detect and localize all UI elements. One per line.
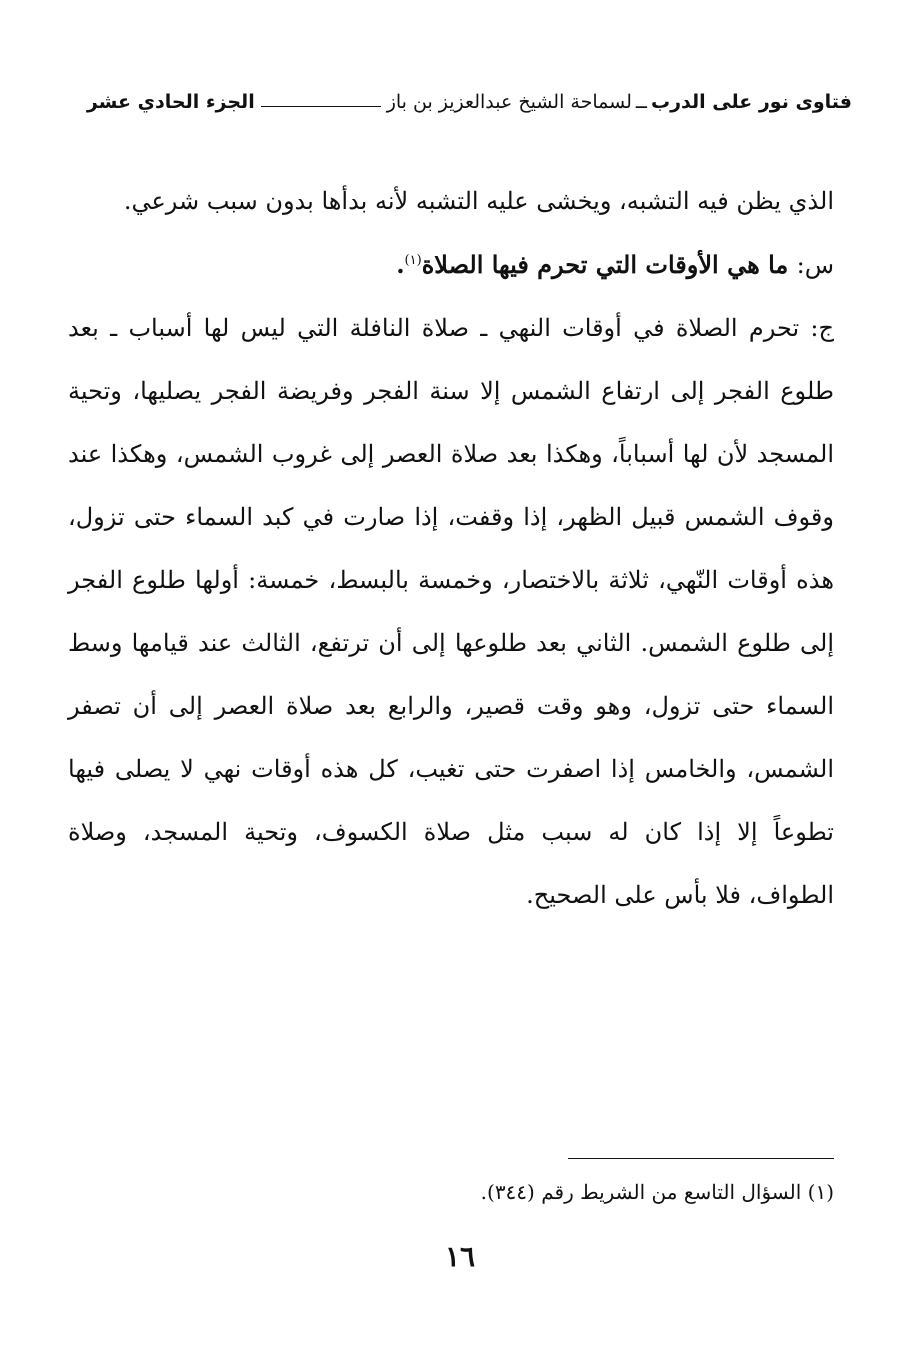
question-label: س:: [796, 251, 834, 279]
header-separator: ــ: [635, 91, 647, 113]
question-paragraph: [68, 233, 834, 297]
running-header: [68, 84, 852, 120]
page-number: ١٦: [444, 1240, 476, 1273]
main-text: [68, 170, 834, 927]
opening-paragraph: الذي يظن فيه التشبه، ويخشى عليه التشبه لأنه بدأها بدون سبب شرعي.: [123, 187, 834, 215]
answer-text: تحرم الصلاة في أوقات النهي ـ صلاة النافلة التي ليس لها أسباب ـ بعد طلوع الفجر إلى ارتفاع الشمس إلا سنة الفجر وفريضة الفجر يصليها، وتحية المسجد لأن لها أسباباً، وهكذا بعد صلاة العصر إلى غروب الشمس، وهكذا عند وقوف الشمس قبيل الظهر، إذا وقفت، إذا صارت في كبد السماء حتى تزول، هذه أوقات النّهي، ثلاثة بالاختصار، وخمسة بالبسط، خمسة: أولها طلوع الفجر إلى طلوع الشمس. الثاني بعد طلوعها إلى أن ترتفع، الثالث عند قيامها وسط السماء حتى تزول، وهو وقت قصير، والرابع بعد صلاة العصر إلى أن تصفر الشمس، والخامس إذا اصفرت حتى تغيب، كل هذه أوقات نهي لا يصلى فيها تطوعاً إلا إذا كان له سبب مثل صلاة الكسوف، وتحية المسجد، وصلاة الطواف، فلا بأس على الصحيح.: [68, 314, 834, 909]
book-title: فتاوى نور على الدرب: [651, 91, 852, 113]
answer-label: ج:: [810, 314, 834, 342]
footnote-divider: [568, 1158, 834, 1159]
footnote: (١) السؤال التاسع من الشريط رقم (٣٤٤).: [480, 1180, 834, 1204]
footnote-reference: (١): [404, 253, 422, 268]
question-end: .: [396, 250, 405, 279]
header-rule: [261, 106, 381, 107]
question-text: ما هي الأوقات التي تحرم فيها الصلاة: [421, 250, 789, 279]
volume-label: الجزء الحادي عشر: [86, 91, 255, 113]
answer-paragraph: [68, 297, 834, 927]
author-name: لسماحة الشيخ عبدالعزيز بن باز: [386, 91, 632, 113]
